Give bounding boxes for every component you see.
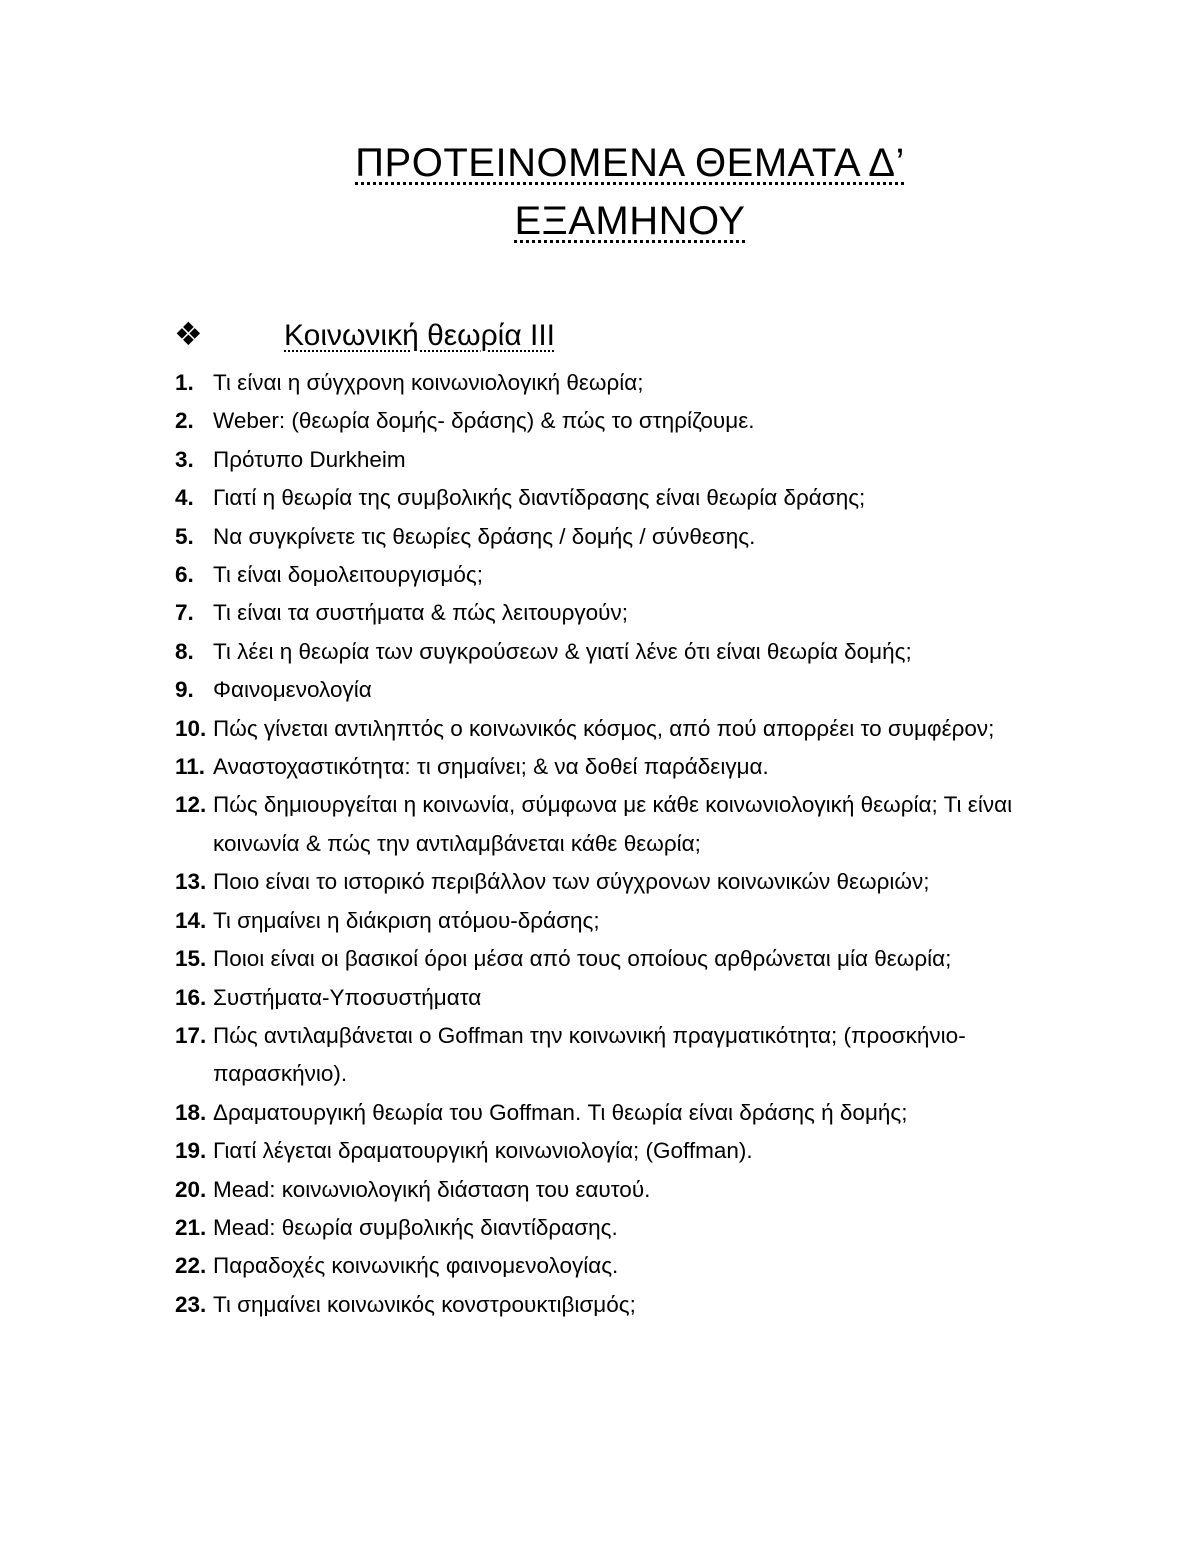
list-item [172, 1286, 1072, 1324]
question-number: 20. [175, 1176, 207, 1202]
question-number: 14. [175, 907, 207, 933]
question-text: Πρότυπο Durkheim [213, 446, 406, 472]
question-number: 22. [175, 1253, 207, 1279]
question-text: Γιατί λέγεται δραματουργική κοινωνιολογία; (Goffman). [213, 1138, 753, 1164]
section-heading [174, 310, 1074, 364]
section-title: Κοινωνική θεωρία ΙΙΙ [284, 319, 555, 352]
page-title [150, 134, 1110, 250]
question-number: 10. [175, 715, 207, 741]
question-number: 21. [175, 1214, 207, 1240]
question-text: Παραδοχές κοινωνικής φαινομενολογίας. [213, 1253, 619, 1279]
list-item [172, 441, 1072, 479]
question-text: Ποιο είναι το ιστορικό περιβάλλον των σύγχρονων κοινωνικών θεωριών; [213, 869, 930, 895]
question-text: Mead: κοινωνιολογική διάσταση του εαυτού. [213, 1176, 651, 1202]
list-item [172, 979, 1072, 1017]
list-item [172, 518, 1072, 556]
question-number: 6. [175, 562, 194, 588]
list-item [172, 556, 1072, 594]
question-number: 16. [175, 984, 207, 1010]
question-text: Δραματουργική θεωρία του Goffman. Τι θεωρία είναι δράσης ή δομής; [213, 1099, 908, 1125]
question-number: 23. [175, 1291, 207, 1317]
list-item [172, 402, 1072, 440]
list-item [172, 479, 1072, 517]
list-item [172, 364, 1072, 402]
list-item [172, 863, 1072, 901]
list-item [172, 594, 1072, 632]
list-item [172, 748, 1072, 786]
question-number: 1. [175, 370, 194, 395]
list-item [172, 902, 1072, 940]
question-number: 7. [175, 600, 194, 626]
question-text: Τι είναι δομολειτουργισμός; [213, 562, 483, 588]
question-number: 2. [175, 408, 194, 434]
question-text: Αναστοχαστικότητα: τι σημαίνει; & να δοθεί παράδειγμα. [213, 754, 769, 780]
question-text: Πώς δημιουργείται η κοινωνία, σύμφωνα με κάθε κοινωνιολογική θεωρία; Τι είναι κοινωνία & πώς την αντιλαμβάνεται κάθε θεωρία; [213, 792, 1013, 856]
question-number: 9. [175, 677, 194, 703]
question-text: Να συγκρίνετε τις θεωρίες δράσης / δομής / σύνθεσης. [213, 523, 756, 549]
question-text: Τι λέει η θεωρία των συγκρούσεων & γιατί λένε ότι είναι θεωρία δομής; [213, 638, 912, 664]
question-text: Τι σημαίνει κοινωνικός κονστρουκτιβισμός; [213, 1291, 636, 1317]
list-item [172, 1171, 1072, 1209]
diamond-bullet-icon: ❖ [174, 315, 203, 353]
list-item [172, 671, 1072, 709]
question-text: Weber: (θεωρία δομής- δράσης) & πώς το στηρίζουμε. [213, 408, 755, 434]
question-number: 8. [175, 638, 194, 664]
list-item [172, 940, 1072, 978]
question-text: Πώς γίνεται αντιληπτός ο κοινωνικός κόσμος, από πού απορρέει το συμφέρον; [213, 715, 995, 741]
question-text: Γιατί η θεωρία της συμβολικής διαντίδρασης είναι θεωρία δράσης; [213, 485, 866, 511]
question-number: 12. [175, 792, 207, 818]
question-text: Mead: θεωρία συμβολικής διαντίδρασης. [213, 1214, 618, 1240]
question-text: Τι είναι τα συστήματα & πώς λειτουργούν; [213, 600, 628, 626]
question-number: 4. [175, 485, 194, 511]
question-number: 17. [175, 1022, 207, 1048]
page-title-line-2: ΕΞΑΜΗΝΟΥ [514, 199, 746, 243]
page-title-line-1: ΠΡΟΤΕΙΝΟΜΕΝΑ ΘΕΜΑΤΑ Δ’ [355, 141, 905, 185]
question-text: Τι σημαίνει η διάκριση ατόμου-δράσης; [213, 907, 600, 933]
question-number: 11. [175, 754, 206, 780]
list-item [172, 786, 1072, 863]
list-item [172, 1094, 1072, 1132]
question-number: 15. [175, 946, 207, 972]
question-number: 5. [175, 523, 194, 549]
question-number: 13. [175, 869, 207, 895]
list-item [172, 633, 1072, 671]
list-item [172, 1017, 1072, 1094]
list-item [172, 1247, 1072, 1285]
list-item [172, 1209, 1072, 1247]
question-number: 18. [175, 1099, 207, 1125]
question-text: Πώς αντιλαμβάνεται ο Goffman την κοινωνική πραγματικότητα; (προσκήνιο-παρασκήνιο). [213, 1022, 966, 1087]
list-item [172, 1132, 1072, 1170]
question-text: Τι είναι η σύγχρονη κοινωνιολογική θεωρία; [213, 370, 644, 395]
list-item [172, 710, 1072, 748]
question-text: Συστήματα-Υποσυστήματα [213, 984, 482, 1010]
question-text: Ποιοι είναι οι βασικοί όροι μέσα από τους οποίους αρθρώνεται μία θεωρία; [213, 946, 952, 972]
questions-list [172, 364, 1072, 1324]
question-text: Φαινομενολογία [213, 677, 372, 703]
question-number: 3. [175, 446, 194, 472]
question-number: 19. [175, 1138, 207, 1164]
